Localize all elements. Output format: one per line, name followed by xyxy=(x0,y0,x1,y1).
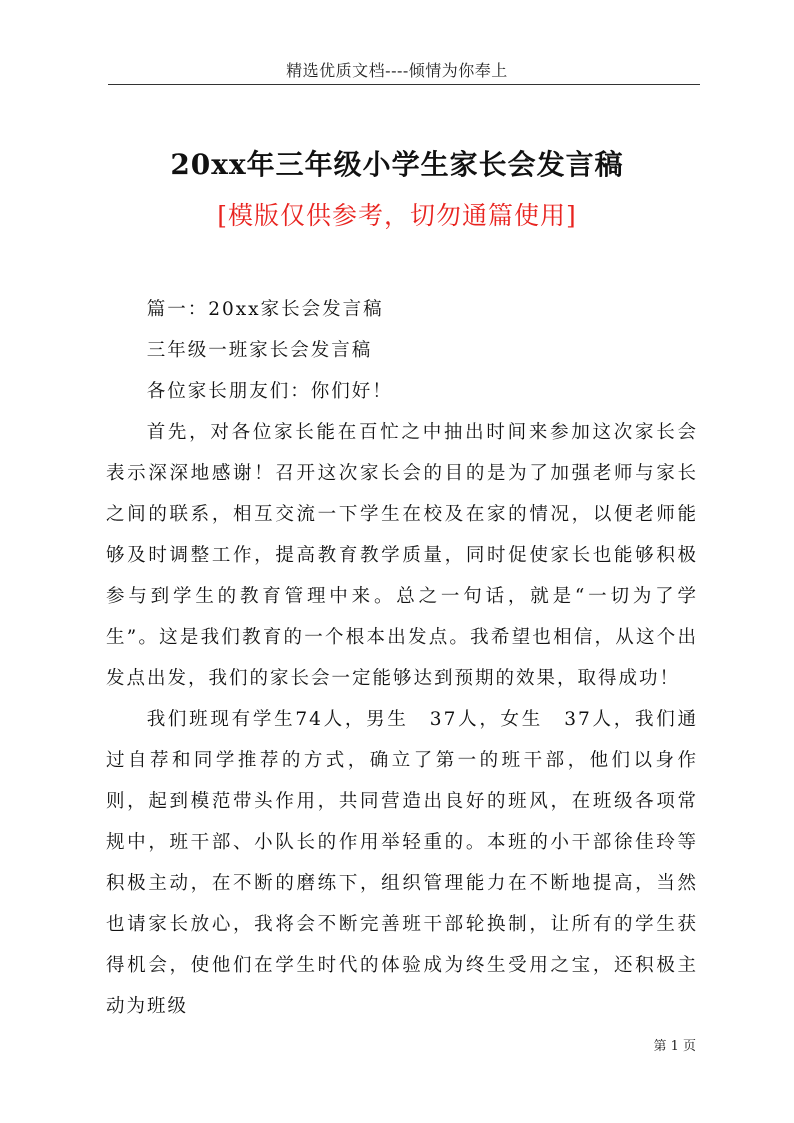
document-subtitle: [模版仅供参考，切勿通篇使用] xyxy=(217,201,577,230)
document-title: 20xx年三年级小学生家长会发言稿 xyxy=(170,148,624,181)
page-header: 精选优质文档----倾情为你奉上 xyxy=(286,61,508,80)
paragraph-section-heading: 篇一：20xx家长会发言稿 xyxy=(146,299,384,320)
page-number: 第 1 页 xyxy=(653,1039,696,1054)
header-divider xyxy=(108,84,700,85)
paragraph-greeting: 各位家长朋友们：你们好！ xyxy=(146,381,393,402)
document-body xyxy=(106,289,698,1027)
paragraph-body: 我们班现有学生74人，男生 37人，女生 37人，我们通过自荐和同学推荐的方式，确立了第一的班干部，他们以身作则，起到模范带头作用，共同营造出良好的班风，在班级各项常规中，班干部、小队长的作用举轻重的。本班的小干部徐佳玲等积极主动，在不断的磨练下，组织管理能力在不断地提高，当然也请家长放心，我将会不断完善班干部轮换制，让所有的学生获得机会，使他们在学生时代的体验成为终生受用之宝，还积极主动为班级 xyxy=(106,709,698,1017)
paragraph-class-heading: 三年级一班家长会发言稿 xyxy=(146,340,373,361)
paragraph-body: 首先，对各位家长能在百忙之中抽出时间来参加这次家长会表示深深地感谢！召开这次家长会的目的是为了加强老师与家长之间的联系，相互交流一下学生在校及在家的情况，以便老师能够及时调整工作，提高教育教学质量，同时促使家长也能够积极参与到学生的教育管理中来。总之一句话，就是“一切为了学生”。这是我们教育的一个根本出发点。我希望也相信，从这个出发点出发，我们的家长会一定能够达到预期的效果，取得成功！ xyxy=(106,422,698,689)
